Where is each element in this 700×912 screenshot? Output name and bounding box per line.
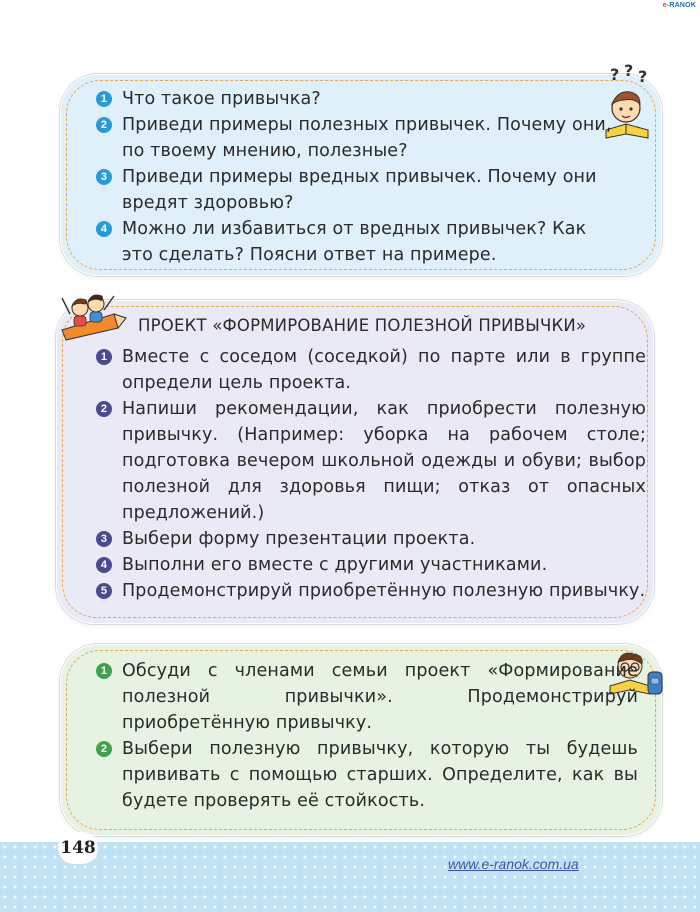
publisher-logo: e-RANOK <box>662 2 696 9</box>
page-number: 148 <box>58 832 98 864</box>
list-item: 5 Продемонстрируй приобретённую полезную привычку. <box>96 578 646 604</box>
kids-on-pencil-illustration <box>56 284 136 342</box>
number-badge: 1 <box>96 663 112 679</box>
project-title: ПРОЕКТ «ФОРМИРОВАНИЕ ПОЛЕЗНОЙ ПРИВЫЧКИ» <box>138 316 587 335</box>
number-badge: 1 <box>96 349 112 365</box>
svg-text:?: ? <box>638 67 648 86</box>
list-item: 2 Напиши рекомендации, как приобрести полезную привычку. (Например: уборка на рабочем столе; подготовка вечером школьной одежды и обуви; выбор полезной для здоровья пищи; отказ от опасных предложений.) <box>96 396 646 526</box>
list-item: 2 Приведи примеры полезных привычек. Почему они, по твоему мнению, полезные? <box>96 112 616 164</box>
list-item: 1 Вместе с соседом (соседкой) по парте или в группе определи цель проекта. <box>96 344 646 396</box>
number-badge: 4 <box>96 557 112 573</box>
number-badge: 2 <box>96 741 112 757</box>
list-item: 4 Выполни его вместе с другими участниками. <box>96 552 646 578</box>
svg-text:?: ? <box>624 64 634 80</box>
project-steps-list <box>96 344 646 604</box>
number-badge: 3 <box>96 169 112 185</box>
number-badge: 4 <box>96 221 112 237</box>
website-link[interactable]: www.e-ranok.com.ua <box>448 856 579 872</box>
list-item: 1 Что такое привычка? <box>96 86 616 112</box>
number-badge: 2 <box>96 401 112 417</box>
list-item: 3 Приведи примеры вредных привычек. Почему они вредят здоровью? <box>96 164 616 216</box>
svg-text:?: ? <box>610 65 620 84</box>
questions-list <box>96 86 616 268</box>
family-tasks-list <box>96 658 638 814</box>
number-badge: 1 <box>96 91 112 107</box>
number-badge: 3 <box>96 531 112 547</box>
number-badge: 2 <box>96 117 112 133</box>
list-item: 4 Можно ли избавиться от вредных привычек? Как это сделать? Поясни ответ на примере. <box>96 216 616 268</box>
list-item: 1 Обсуди с членами семьи проект «Формирование полезной привычки». Продемонстрируй приобретённую привычку. <box>96 658 638 736</box>
number-badge: 5 <box>96 583 112 599</box>
list-item: 2 Выбери полезную привычку, которую ты будешь прививать с помощью старших. Определите, как вы будете проверять её стойкость. <box>96 736 638 814</box>
footer-band <box>0 842 700 912</box>
list-item: 3 Выбери форму презентации проекта. <box>96 526 646 552</box>
